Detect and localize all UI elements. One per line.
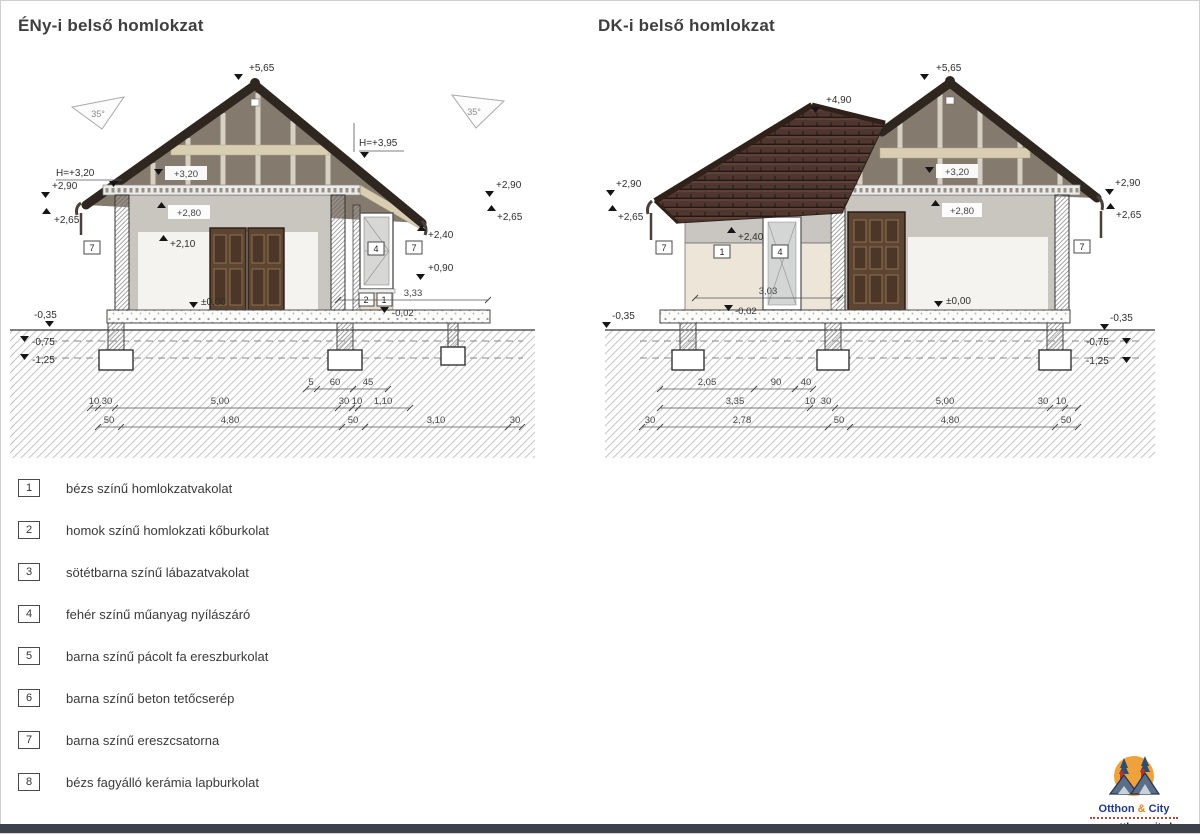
legend-label: bézs fagyálló kerámia lapburkolat [66,774,259,790]
svg-text:+2,10: +2,10 [170,239,196,250]
svg-text:1: 1 [381,295,387,305]
legend-item [18,476,538,500]
svg-text:-0,02: -0,02 [735,306,757,317]
svg-text:5,00: 5,00 [210,396,230,407]
svg-text:+5,65: +5,65 [249,63,275,74]
svg-text:-0,35: -0,35 [34,310,57,321]
svg-text:+4,90: +4,90 [826,95,852,106]
legend-number: 5 [18,647,40,665]
legend-label: sötétbarna színű lábazatvakolat [66,564,249,580]
svg-text:10: 10 [351,396,363,407]
material-legend [18,476,538,812]
svg-text:±0,00: ±0,00 [201,297,226,308]
svg-text:10: 10 [1055,396,1067,407]
legend-number: 1 [18,479,40,497]
svg-text:7: 7 [89,243,95,253]
legend-label: barna színű pácolt fa ereszburkolat [66,648,269,664]
elevation-title-southeast: DK-i belső homlokzat [598,16,775,35]
elevation-title-northwest: ÉNy-i belső homlokzat [18,16,204,35]
svg-text:-0,35: -0,35 [612,311,635,322]
svg-text:+2,40: +2,40 [428,230,454,241]
svg-text:2,78: 2,78 [732,415,752,426]
svg-text:7: 7 [1079,242,1085,252]
brand-name: Otthon & City [1098,803,1170,815]
legend-label: fehér színű műanyag nyílászáró [66,606,251,622]
legend-item [18,686,538,710]
legend-number: 2 [18,521,40,539]
svg-text:-0,02: -0,02 [392,308,414,319]
svg-text:40: 40 [800,377,812,388]
svg-text:10: 10 [88,396,100,407]
svg-text:10: 10 [804,396,816,407]
svg-text:H=+3,95: H=+3,95 [359,138,398,149]
svg-text:+0,90: +0,90 [428,263,454,274]
svg-text:50: 50 [103,415,115,426]
svg-text:+2,90: +2,90 [1115,178,1141,189]
legend-number: 3 [18,563,40,581]
svg-text:50: 50 [347,415,359,426]
interior-door [848,212,905,310]
svg-text:+2,90: +2,90 [496,180,522,191]
svg-text:+3,20: +3,20 [173,169,199,180]
svg-text:1,10: 1,10 [373,396,393,407]
svg-text:4: 4 [373,244,379,254]
svg-text:+2,40: +2,40 [738,232,764,243]
floor-slab [660,310,1070,323]
legend-item [18,728,538,752]
svg-text:30: 30 [644,415,656,426]
svg-text:5,00: 5,00 [935,396,955,407]
svg-text:+2,80: +2,80 [176,208,202,219]
svg-text:60: 60 [329,377,341,388]
legend-number: 7 [18,731,40,749]
svg-text:35°: 35° [467,107,481,117]
svg-text:-1,25: -1,25 [32,355,55,366]
svg-text:5: 5 [308,377,314,388]
svg-text:30: 30 [820,396,832,407]
svg-text:±0,00: ±0,00 [946,296,971,307]
floor-slab [107,310,490,323]
svg-text:50: 50 [833,415,845,426]
svg-text:+2,65: +2,65 [1116,210,1142,221]
svg-text:3,10: 3,10 [426,415,446,426]
svg-text:4: 4 [777,247,783,257]
svg-text:35°: 35° [91,109,105,119]
legend-label: barna színű ereszcsatorna [66,732,220,748]
svg-text:+5,65: +5,65 [936,63,962,74]
svg-text:4,80: 4,80 [220,415,240,426]
svg-text:-0,75: -0,75 [1086,337,1109,348]
tagline-decoration [1090,817,1178,819]
legend-item [18,770,538,794]
svg-text:90: 90 [770,377,782,388]
svg-text:H=+3,20: H=+3,20 [56,168,95,179]
svg-text:1: 1 [719,247,725,257]
svg-text:+2,65: +2,65 [618,212,644,223]
svg-text:-0,35: -0,35 [1110,313,1133,324]
svg-text:2: 2 [363,295,369,305]
svg-text:7: 7 [661,243,667,253]
svg-text:3,35: 3,35 [725,396,745,407]
svg-text:3,33: 3,33 [403,288,423,299]
elevation-drawing-southeast [600,55,1180,465]
legend-item [18,560,538,584]
svg-text:-1,25: -1,25 [1086,356,1109,367]
svg-text:45: 45 [362,377,374,388]
legend-label: bézs színű homlokzatvakolat [66,480,233,496]
svg-text:+2,80: +2,80 [949,206,975,217]
legend-number: 6 [18,689,40,707]
svg-text:4,80: 4,80 [940,415,960,426]
svg-text:+2,65: +2,65 [497,212,523,223]
svg-text:2,05: 2,05 [697,377,717,388]
svg-text:30: 30 [1037,396,1049,407]
legend-item [18,644,538,668]
legend-number: 8 [18,773,40,791]
company-logo-block [1078,750,1190,833]
svg-text:7: 7 [411,243,417,253]
svg-text:+2,90: +2,90 [52,181,78,192]
legend-label: homok színű homlokzati kőburkolat [66,522,270,538]
otthon-city-logo-icon [1098,750,1170,798]
svg-text:3,03: 3,03 [758,286,778,297]
svg-text:+2,65: +2,65 [54,215,80,226]
bottom-bar [0,824,1200,833]
svg-text:+3,20: +3,20 [944,167,970,178]
eaves-molding [835,185,1080,195]
legend-label: barna színű beton tetőcserép [66,690,235,706]
legend-item [18,602,538,626]
svg-text:30: 30 [338,396,350,407]
svg-text:30: 30 [509,415,521,426]
svg-text:-0,75: -0,75 [32,337,55,348]
legend-item [18,518,538,542]
eaves-molding [103,185,360,195]
svg-text:+2,90: +2,90 [616,179,642,190]
svg-text:30: 30 [101,396,113,407]
legend-number: 4 [18,605,40,623]
elevation-drawing-northwest [8,55,568,465]
svg-text:50: 50 [1060,415,1072,426]
